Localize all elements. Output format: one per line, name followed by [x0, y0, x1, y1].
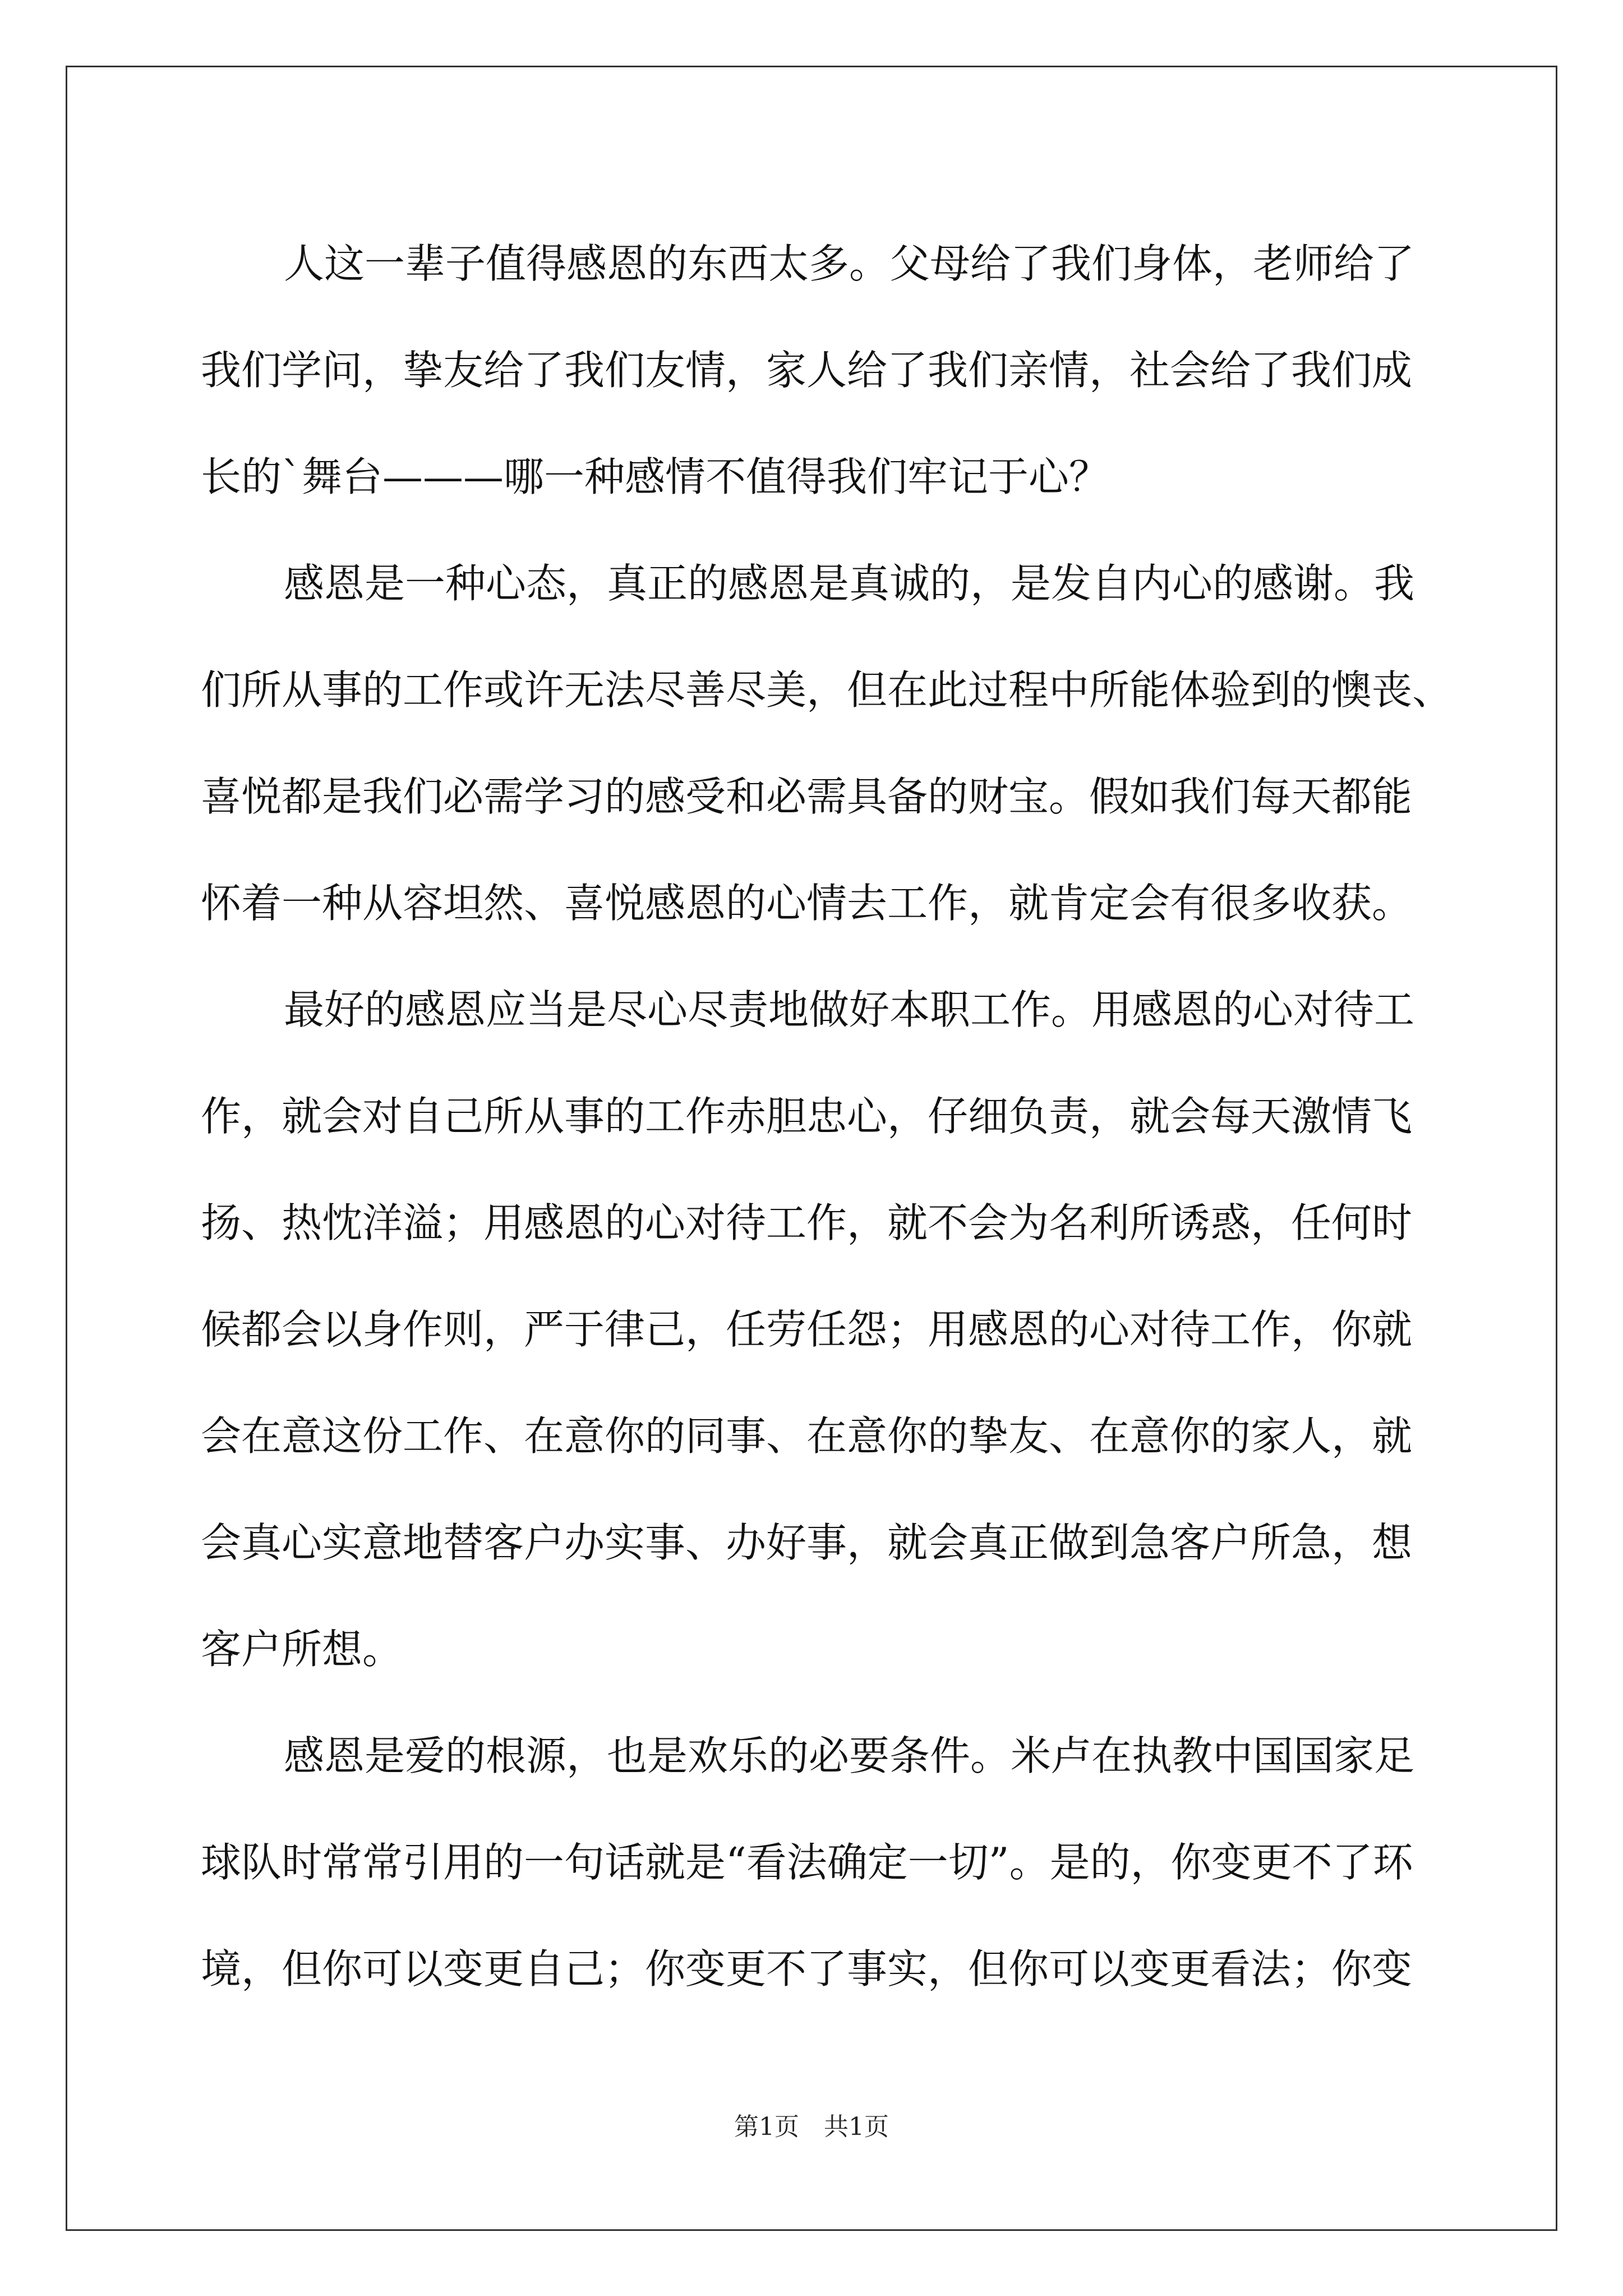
- document-body: [201, 210, 1479, 2022]
- paragraph-4-line-3: 境，但你可以变更自己；你变更不了事实，但你可以变更看法；你变: [201, 1945, 1413, 1993]
- paragraph-4-line-1: 感恩是爱的根源，也是欢乐的必要条件。米卢在执教中国国家足: [284, 1732, 1415, 1779]
- paragraph-2-line-1: 感恩是一种心态，真正的感恩是真诚的，是发自内心的感谢。我: [284, 560, 1415, 607]
- paragraph-3-line-4: 候都会以身作则，严于律己，任劳任怨；用感恩的心对待工作，你就: [201, 1306, 1413, 1353]
- paragraph-1-line-3: 长的`舞台———哪一种感情不值得我们牢记于心？: [201, 453, 1110, 500]
- paragraph-3-line-6: 会真心实意地替客户办实事、办好事，就会真正做到急客户所急，想: [201, 1519, 1413, 1566]
- paragraph-1-line-2: 我们学问，挚友给了我们友情，家人给了我们亲情，社会给了我们成: [201, 347, 1413, 394]
- paragraph-3-line-2: 作，就会对自己所从事的工作赤胆忠心，仔细负责，就会每天激情飞: [201, 1093, 1413, 1140]
- paragraph-3-line-5: 会在意这份工作、在意你的同事、在意你的挚友、在意你的家人，就: [201, 1412, 1413, 1460]
- paragraph-3-line-1: 最好的感恩应当是尽心尽责地做好本职工作。用感恩的心对待工: [284, 986, 1415, 1033]
- paragraph-4-line-2: 球队时常常引用的一句话就是“看法确定一切”。是的，你变更不了环: [201, 1839, 1413, 1886]
- paragraph-2-line-4: 怀着一种从容坦然、喜悦感恩的心情去工作，就肯定会有很多收获。: [201, 880, 1413, 927]
- paragraph-3-line-3: 扬、热忱洋溢；用感恩的心对待工作，就不会为名利所诱惑，任何时: [201, 1199, 1413, 1246]
- paragraph-2-line-3: 喜悦都是我们必需学习的感受和必需具备的财宝。假如我们每天都能: [201, 773, 1413, 820]
- paragraph-1-line-1: 人这一辈子值得感恩的东西太多。父母给了我们身体，老师给了: [284, 240, 1415, 287]
- paragraph-2-line-2: 们所从事的工作或许无法尽善尽美，但在此过程中所能体验到的懊丧、: [201, 666, 1453, 714]
- page-number-label: 第1页 共1页: [734, 2113, 889, 2141]
- paragraph-3-line-7: 客户所想。: [201, 1626, 403, 1673]
- page-footer: [0, 2106, 1623, 2142]
